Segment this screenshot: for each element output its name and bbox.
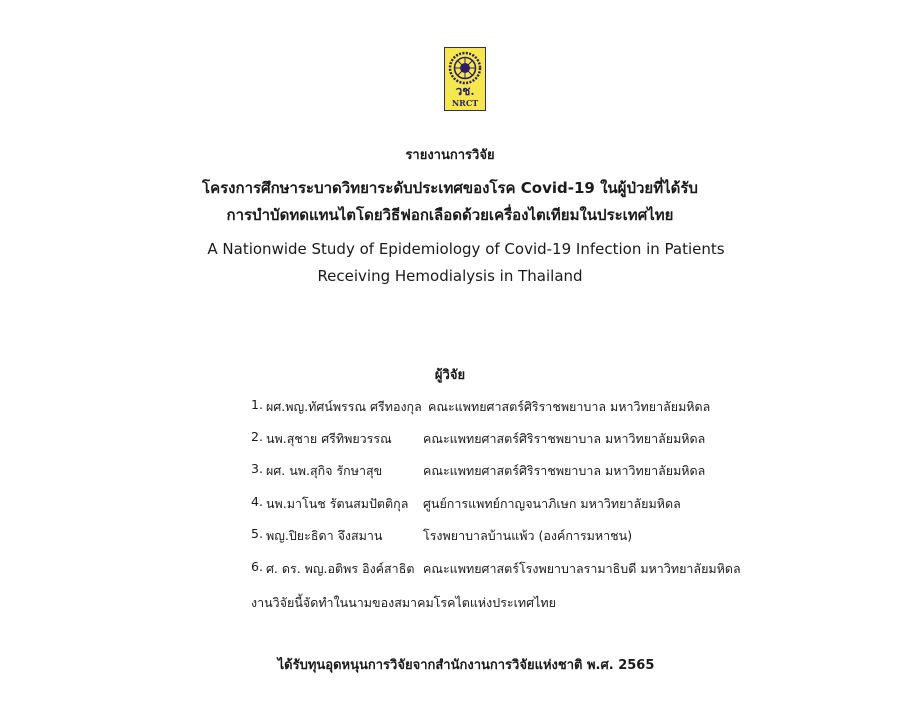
association-note: งานวิจัยนี้จัดทำในนามของสมาคมโรคไตแห่งประเทศไทย	[251, 595, 556, 610]
logo-text: วช.	[455, 84, 475, 98]
researcher-number: 4.	[251, 494, 263, 509]
researcher-number: 2.	[251, 429, 263, 444]
report-label: รายงานการวิจัย	[405, 148, 495, 163]
nrct-emblem-icon	[445, 48, 485, 110]
researcher-name: นพ.มาโนช รัตนสมปัตติกุล	[266, 496, 409, 511]
researcher-affiliation: โรงพยาบาลบ้านแพ้ว (องค์การมหาชน)	[423, 528, 633, 543]
logo-subtext: NRCT	[451, 98, 479, 108]
researcher-affiliation: คณะแพทยศาสตร์ศิริราชพยาบาล มหาวิทยาลัยมหิดล	[428, 399, 711, 414]
title-english-line-2: Receiving Hemodialysis in Thailand	[317, 267, 583, 285]
researcher-name: พญ.ปิยะธิดา จึงสมาน	[266, 528, 383, 543]
researcher-number: 5.	[251, 526, 263, 541]
funding-statement: ได้รับทุนอุดหนุนการวิจัยจากสำนักงานการวิจัยแห่งชาติ พ.ศ. 2565	[277, 658, 655, 673]
researcher-affiliation: คณะแพทยศาสตร์ศิริราชพยาบาล มหาวิทยาลัยมหิดล	[423, 463, 706, 478]
researcher-number: 1.	[251, 397, 263, 412]
nrct-logo	[444, 47, 486, 111]
researcher-name: ผศ. นพ.สุกิจ รักษาสุข	[266, 463, 383, 478]
title-thai-line-1: โครงการศึกษาระบาดวิทยาระดับประเทศของโรค Covid-19 ในผู้ป่วยที่ได้รับ	[202, 179, 698, 197]
researcher-affiliation: ศูนย์การแพทย์กาญจนาภิเษก มหาวิทยาลัยมหิดล	[423, 496, 681, 511]
researcher-affiliation: คณะแพทยศาสตร์ศิริราชพยาบาล มหาวิทยาลัยมหิดล	[423, 431, 706, 446]
title-english-line-1: A Nationwide Study of Epidemiology of Covid-19 Infection in Patients	[207, 240, 725, 258]
researcher-number: 3.	[251, 461, 263, 476]
researcher-name: ศ. ดร. พญ.อติพร อิงค์สาธิต	[266, 561, 415, 576]
researcher-name: ผศ.พญ.ทัศน์พรรณ ศรีทองกุล	[266, 399, 422, 414]
researcher-affiliation: คณะแพทยศาสตร์โรงพยาบาลรามาธิบดี มหาวิทยาลัยมหิดล	[423, 561, 741, 576]
researchers-heading: ผู้วิจัย	[434, 368, 466, 383]
researcher-name: นพ.สุชาย ศรีทิพยวรรณ	[266, 431, 392, 446]
researcher-number: 6.	[251, 559, 263, 574]
title-thai-line-2: การบำบัดทดแทนไตโดยวิธีฟอกเลือดด้วยเครื่องไตเทียมในประเทศไทย	[226, 206, 674, 224]
